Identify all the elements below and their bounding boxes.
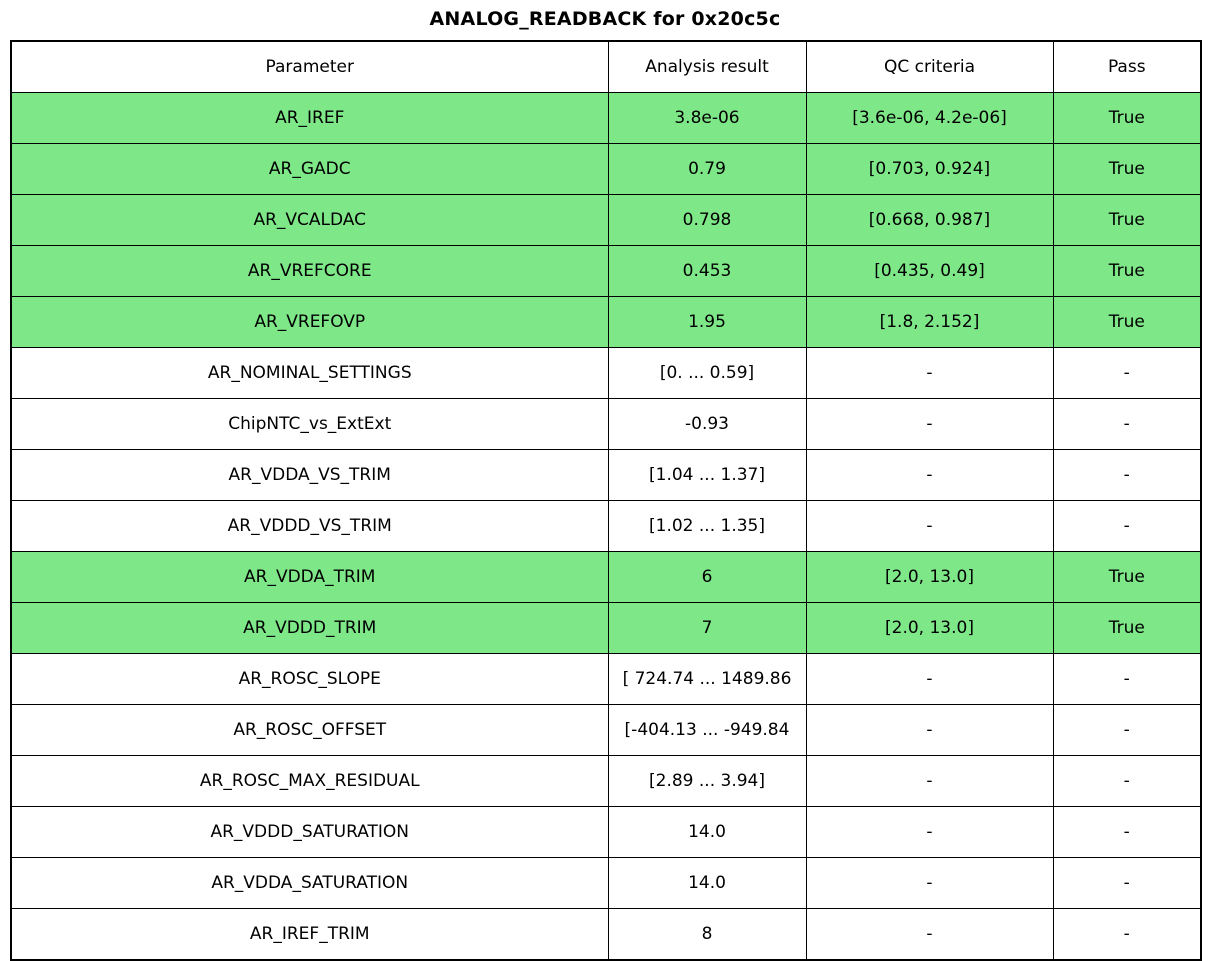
table-row bbox=[11, 909, 1201, 961]
column-header-pass: Pass bbox=[1053, 41, 1201, 93]
cell-analysis-result: 14.0 bbox=[608, 858, 806, 909]
cell-parameter: ChipNTC_vs_ExtExt bbox=[11, 399, 608, 450]
cell-qc-criteria: [2.0, 13.0] bbox=[806, 603, 1053, 654]
cell-pass: - bbox=[1053, 399, 1201, 450]
cell-qc-criteria: - bbox=[806, 807, 1053, 858]
cell-parameter: AR_VDDA_SATURATION bbox=[11, 858, 608, 909]
table-header bbox=[11, 41, 1201, 93]
cell-pass: - bbox=[1053, 450, 1201, 501]
cell-parameter: AR_VDDA_VS_TRIM bbox=[11, 450, 608, 501]
table-row bbox=[11, 501, 1201, 552]
table-row bbox=[11, 756, 1201, 807]
cell-parameter: AR_ROSC_MAX_RESIDUAL bbox=[11, 756, 608, 807]
cell-analysis-result: 7 bbox=[608, 603, 806, 654]
cell-pass: True bbox=[1053, 246, 1201, 297]
table-row bbox=[11, 195, 1201, 246]
cell-analysis-result: 0.798 bbox=[608, 195, 806, 246]
cell-analysis-result: 0.453 bbox=[608, 246, 806, 297]
table-row bbox=[11, 144, 1201, 195]
cell-analysis-result: [2.89 ... 3.94] bbox=[608, 756, 806, 807]
table-row bbox=[11, 705, 1201, 756]
table-body bbox=[11, 93, 1201, 961]
cell-parameter: AR_ROSC_OFFSET bbox=[11, 705, 608, 756]
cell-pass: True bbox=[1053, 603, 1201, 654]
column-header-qc-criteria: QC criteria bbox=[806, 41, 1053, 93]
cell-analysis-result: [1.04 ... 1.37] bbox=[608, 450, 806, 501]
table-row bbox=[11, 807, 1201, 858]
cell-pass: True bbox=[1053, 144, 1201, 195]
cell-analysis-result: [ 724.74 ... 1489.86 bbox=[608, 654, 806, 705]
cell-parameter: AR_VDDA_TRIM bbox=[11, 552, 608, 603]
table-row bbox=[11, 552, 1201, 603]
cell-qc-criteria: [0.435, 0.49] bbox=[806, 246, 1053, 297]
cell-pass: True bbox=[1053, 297, 1201, 348]
cell-qc-criteria: [1.8, 2.152] bbox=[806, 297, 1053, 348]
table-row bbox=[11, 348, 1201, 399]
cell-pass: - bbox=[1053, 756, 1201, 807]
cell-qc-criteria: - bbox=[806, 705, 1053, 756]
cell-qc-criteria: [3.6e-06, 4.2e-06] bbox=[806, 93, 1053, 144]
table-header-row bbox=[11, 41, 1201, 93]
cell-pass: True bbox=[1053, 195, 1201, 246]
cell-pass: True bbox=[1053, 93, 1201, 144]
cell-qc-criteria: - bbox=[806, 909, 1053, 961]
table-row bbox=[11, 858, 1201, 909]
cell-qc-criteria: - bbox=[806, 501, 1053, 552]
cell-pass: - bbox=[1053, 348, 1201, 399]
cell-analysis-result: 14.0 bbox=[608, 807, 806, 858]
table-row bbox=[11, 297, 1201, 348]
cell-analysis-result: 1.95 bbox=[608, 297, 806, 348]
cell-qc-criteria: - bbox=[806, 399, 1053, 450]
table-row bbox=[11, 654, 1201, 705]
cell-parameter: AR_VREFCORE bbox=[11, 246, 608, 297]
cell-analysis-result: 0.79 bbox=[608, 144, 806, 195]
cell-analysis-result: [0. ... 0.59] bbox=[608, 348, 806, 399]
column-header-parameter: Parameter bbox=[11, 41, 608, 93]
table-row bbox=[11, 450, 1201, 501]
cell-parameter: AR_ROSC_SLOPE bbox=[11, 654, 608, 705]
cell-pass: - bbox=[1053, 705, 1201, 756]
cell-pass: True bbox=[1053, 552, 1201, 603]
cell-qc-criteria: [0.668, 0.987] bbox=[806, 195, 1053, 246]
cell-analysis-result: [-404.13 ... -949.84 bbox=[608, 705, 806, 756]
cell-qc-criteria: - bbox=[806, 858, 1053, 909]
cell-parameter: AR_IREF bbox=[11, 93, 608, 144]
cell-parameter: AR_VDDD_TRIM bbox=[11, 603, 608, 654]
cell-parameter: AR_GADC bbox=[11, 144, 608, 195]
cell-parameter: AR_IREF_TRIM bbox=[11, 909, 608, 961]
cell-parameter: AR_VREFOVP bbox=[11, 297, 608, 348]
cell-qc-criteria: - bbox=[806, 348, 1053, 399]
cell-analysis-result: [1.02 ... 1.35] bbox=[608, 501, 806, 552]
cell-pass: - bbox=[1053, 807, 1201, 858]
cell-qc-criteria: [0.703, 0.924] bbox=[806, 144, 1053, 195]
analog-readback-table bbox=[10, 40, 1202, 961]
column-header-analysis-result: Analysis result bbox=[608, 41, 806, 93]
cell-parameter: AR_VDDD_VS_TRIM bbox=[11, 501, 608, 552]
cell-parameter: AR_VDDD_SATURATION bbox=[11, 807, 608, 858]
cell-qc-criteria: [2.0, 13.0] bbox=[806, 552, 1053, 603]
table-row bbox=[11, 93, 1201, 144]
cell-pass: - bbox=[1053, 909, 1201, 961]
cell-pass: - bbox=[1053, 501, 1201, 552]
cell-qc-criteria: - bbox=[806, 756, 1053, 807]
page-title: ANALOG_READBACK for 0x20c5c bbox=[429, 8, 781, 30]
table-row bbox=[11, 603, 1201, 654]
table-row bbox=[11, 399, 1201, 450]
cell-analysis-result: -0.93 bbox=[608, 399, 806, 450]
cell-analysis-result: 3.8e-06 bbox=[608, 93, 806, 144]
table-container bbox=[0, 40, 1210, 961]
cell-parameter: AR_NOMINAL_SETTINGS bbox=[11, 348, 608, 399]
table-row bbox=[11, 246, 1201, 297]
cell-pass: - bbox=[1053, 654, 1201, 705]
cell-pass: - bbox=[1053, 858, 1201, 909]
cell-analysis-result: 8 bbox=[608, 909, 806, 961]
cell-analysis-result: 6 bbox=[608, 552, 806, 603]
cell-parameter: AR_VCALDAC bbox=[11, 195, 608, 246]
cell-qc-criteria: - bbox=[806, 654, 1053, 705]
cell-qc-criteria: - bbox=[806, 450, 1053, 501]
